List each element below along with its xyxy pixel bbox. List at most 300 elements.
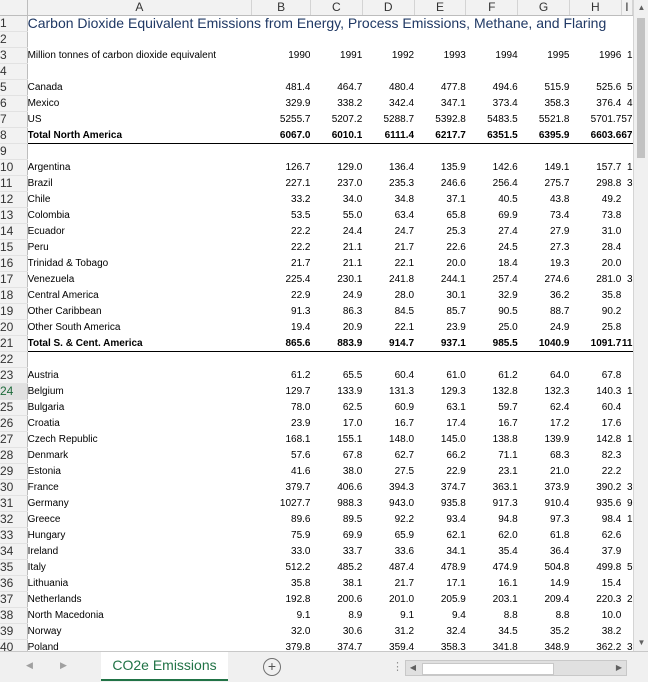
row-header[interactable]: 11 xyxy=(0,176,27,192)
value-cell[interactable]: 129.3 xyxy=(440,386,466,397)
value-cell[interactable]: 499.8 xyxy=(596,562,622,573)
value-cell[interactable]: 28.4 xyxy=(601,242,622,253)
value-cell[interactable]: 21.7 xyxy=(394,578,415,589)
row-header[interactable]: 22 xyxy=(0,352,27,368)
value-cell[interactable]: 9 xyxy=(626,498,633,509)
value-cell[interactable]: 38.1 xyxy=(342,578,363,589)
value-cell[interactable]: 91.3 xyxy=(291,306,311,317)
row-header[interactable]: 16 xyxy=(0,256,27,272)
horizontal-scrollbar[interactable] xyxy=(405,660,627,676)
caret-right-icon[interactable]: ▶ xyxy=(615,663,623,672)
value-cell[interactable]: 376.4 xyxy=(596,98,622,109)
value-cell[interactable]: 374.7 xyxy=(337,642,363,651)
row-header[interactable]: 13 xyxy=(0,208,27,224)
country-cell[interactable]: France xyxy=(27,482,59,493)
value-cell[interactable]: 917.3 xyxy=(492,498,518,509)
value-cell[interactable]: 62.5 xyxy=(342,402,363,413)
value-cell[interactable]: 24.9 xyxy=(550,322,570,333)
value-cell[interactable]: 16.1 xyxy=(498,578,518,589)
value-cell[interactable]: 23.1 xyxy=(498,466,518,477)
value-cell[interactable]: 358.3 xyxy=(544,98,570,109)
value-cell[interactable] xyxy=(621,608,632,624)
value-cell[interactable] xyxy=(621,240,632,256)
value-cell[interactable]: 62.4 xyxy=(550,402,570,413)
value-cell[interactable]: 19.4 xyxy=(291,322,311,333)
row-header[interactable]: 3 xyxy=(0,48,27,64)
country-cell[interactable]: North Macedonia xyxy=(27,610,104,621)
value-cell[interactable]: 9.4 xyxy=(451,610,466,621)
value-cell[interactable] xyxy=(621,320,632,336)
row-header[interactable]: 6 xyxy=(0,96,27,112)
value-cell[interactable]: 2 xyxy=(626,594,633,605)
value-cell[interactable]: 24.5 xyxy=(498,242,518,253)
value-cell[interactable]: 25.8 xyxy=(601,322,622,333)
value-cell[interactable]: 6111.4 xyxy=(362,128,414,144)
value-cell[interactable]: 17.2 xyxy=(550,418,570,429)
value-cell[interactable] xyxy=(621,464,632,480)
value-cell[interactable]: 494.6 xyxy=(492,82,518,93)
value-cell[interactable]: 67.8 xyxy=(601,370,622,381)
value-cell[interactable]: 92.2 xyxy=(394,514,415,525)
value-cell[interactable]: 34.8 xyxy=(394,194,415,205)
value-cell[interactable]: 21.1 xyxy=(342,242,363,253)
row-header[interactable]: 20 xyxy=(0,320,27,336)
value-cell[interactable]: 487.4 xyxy=(389,562,415,573)
value-cell[interactable]: 5701.7 xyxy=(590,114,622,125)
value-cell[interactable]: 62.7 xyxy=(394,450,415,461)
value-cell[interactable]: 237.0 xyxy=(337,178,363,189)
value-cell[interactable]: 82.3 xyxy=(601,450,622,461)
value-cell[interactable]: 30.1 xyxy=(446,290,466,301)
value-cell[interactable]: 937.1 xyxy=(414,336,466,352)
value-cell[interactable]: 406.6 xyxy=(337,482,363,493)
value-cell[interactable]: 341.8 xyxy=(492,642,518,651)
value-cell[interactable]: 22.1 xyxy=(394,322,415,333)
value-cell[interactable]: 1 xyxy=(626,434,633,445)
value-cell[interactable]: 883.9 xyxy=(310,336,362,352)
value-cell[interactable]: 57 xyxy=(621,114,633,125)
chevron-left-icon[interactable]: ◀ xyxy=(26,660,33,670)
value-cell[interactable]: 22.6 xyxy=(446,242,466,253)
value-cell[interactable]: 33.7 xyxy=(342,546,363,557)
column-header[interactable]: F xyxy=(466,0,518,16)
year-header-cell[interactable]: 1991 xyxy=(340,50,363,61)
value-cell[interactable]: 40.5 xyxy=(498,194,518,205)
value-cell[interactable]: 6217.7 xyxy=(414,128,466,144)
value-cell[interactable]: 41.6 xyxy=(291,466,311,477)
value-cell[interactable]: 32.0 xyxy=(291,626,311,637)
value-cell[interactable]: 241.8 xyxy=(389,274,415,285)
value-cell[interactable]: 281.0 xyxy=(596,274,622,285)
year-header-cell[interactable]: 1992 xyxy=(391,50,415,61)
column-header[interactable]: H xyxy=(569,0,621,16)
value-cell[interactable]: 244.1 xyxy=(440,274,466,285)
row-header[interactable]: 4 xyxy=(0,64,27,80)
value-cell[interactable]: 69.9 xyxy=(498,210,518,221)
value-cell[interactable]: 66.2 xyxy=(446,450,466,461)
value-cell[interactable]: 11 xyxy=(621,336,632,352)
value-cell[interactable]: 985.5 xyxy=(466,336,518,352)
row-header[interactable]: 25 xyxy=(0,400,27,416)
value-cell[interactable]: 480.4 xyxy=(389,82,415,93)
caret-up-icon[interactable]: ▲ xyxy=(637,3,646,12)
value-cell[interactable]: 33.2 xyxy=(291,194,311,205)
value-cell[interactable]: 9.1 xyxy=(400,610,415,621)
chevron-right-icon[interactable]: ▶ xyxy=(60,660,67,670)
value-cell[interactable]: 1027.7 xyxy=(279,498,311,509)
sheet-title-cell[interactable]: Carbon Dioxide Equivalent Emissions from Energy, Process Emissions, Methane, and Flaring xyxy=(27,15,607,32)
value-cell[interactable]: 139.9 xyxy=(544,434,570,445)
value-cell[interactable]: 6395.9 xyxy=(518,128,570,144)
value-cell[interactable]: 138.8 xyxy=(492,434,518,445)
value-cell[interactable] xyxy=(621,224,632,240)
value-cell[interactable]: 30.6 xyxy=(342,626,363,637)
country-cell[interactable]: Other Caribbean xyxy=(27,306,102,317)
row-header[interactable]: 30 xyxy=(0,480,27,496)
value-cell[interactable]: 5521.8 xyxy=(538,114,570,125)
value-cell[interactable]: 17.0 xyxy=(342,418,363,429)
country-cell[interactable]: Belgium xyxy=(27,386,64,397)
value-cell[interactable]: 8.8 xyxy=(503,610,518,621)
country-cell[interactable]: Netherlands xyxy=(27,594,82,605)
value-cell[interactable]: 60.4 xyxy=(394,370,415,381)
value-cell[interactable]: 21.1 xyxy=(342,258,363,269)
value-cell[interactable]: 157.7 xyxy=(596,162,622,173)
caret-down-icon[interactable]: ▼ xyxy=(637,638,646,647)
country-cell[interactable]: Lithuania xyxy=(27,578,69,589)
row-header[interactable]: 14 xyxy=(0,224,27,240)
value-cell[interactable]: 75.9 xyxy=(291,530,311,541)
year-header-cell[interactable]: 1 xyxy=(626,50,633,61)
total-label-cell[interactable]: Total S. & Cent. America xyxy=(27,336,252,352)
country-cell[interactable]: US xyxy=(27,114,42,125)
country-cell[interactable]: Venezuela xyxy=(27,274,75,285)
year-header-cell[interactable]: 1996 xyxy=(599,50,622,61)
row-header[interactable]: 15 xyxy=(0,240,27,256)
value-cell[interactable]: 200.6 xyxy=(337,594,363,605)
value-cell[interactable]: 362.2 xyxy=(596,642,622,651)
value-cell[interactable]: 373.4 xyxy=(492,98,518,109)
value-cell[interactable]: 126.7 xyxy=(285,162,311,173)
total-label-cell[interactable]: Total North America xyxy=(27,128,252,144)
value-cell[interactable]: 6010.1 xyxy=(310,128,362,144)
value-cell[interactable]: 37.1 xyxy=(446,194,466,205)
value-cell[interactable] xyxy=(621,288,632,304)
value-cell[interactable]: 35.8 xyxy=(601,290,622,301)
value-cell[interactable]: 24.9 xyxy=(342,290,363,301)
value-cell[interactable]: 89.5 xyxy=(342,514,363,525)
country-cell[interactable]: Trinidad & Tobago xyxy=(27,258,109,269)
value-cell[interactable]: 358.3 xyxy=(440,642,466,651)
value-cell[interactable]: 27.3 xyxy=(550,242,570,253)
row-header[interactable]: 27 xyxy=(0,432,27,448)
value-cell[interactable]: 78.0 xyxy=(291,402,311,413)
value-cell[interactable]: 142.6 xyxy=(492,162,518,173)
value-cell[interactable]: 274.6 xyxy=(544,274,570,285)
value-cell[interactable]: 15.4 xyxy=(601,578,622,589)
value-cell[interactable]: 24.4 xyxy=(342,226,363,237)
value-cell[interactable]: 88.7 xyxy=(550,306,570,317)
value-cell[interactable]: 525.6 xyxy=(596,82,622,93)
value-cell[interactable]: 21.7 xyxy=(291,258,311,269)
value-cell[interactable]: 943.0 xyxy=(389,498,415,509)
unit-label-cell[interactable]: Million tonnes of carbon dioxide equivalent xyxy=(27,50,217,61)
value-cell[interactable]: 69.9 xyxy=(342,530,363,541)
value-cell[interactable]: 131.3 xyxy=(389,386,415,397)
value-cell[interactable]: 6351.5 xyxy=(466,128,518,144)
value-cell[interactable]: 73.8 xyxy=(601,210,622,221)
row-header[interactable]: 32 xyxy=(0,512,27,528)
value-cell[interactable]: 61.2 xyxy=(291,370,311,381)
value-cell[interactable] xyxy=(621,576,632,592)
country-cell[interactable]: Brazil xyxy=(27,178,53,189)
row-header[interactable]: 40 xyxy=(0,640,27,652)
value-cell[interactable]: 203.1 xyxy=(492,594,518,605)
value-cell[interactable]: 504.8 xyxy=(544,562,570,573)
value-cell[interactable]: 68.3 xyxy=(550,450,570,461)
value-cell[interactable]: 257.4 xyxy=(492,274,518,285)
value-cell[interactable]: 910.4 xyxy=(544,498,570,509)
row-header[interactable]: 26 xyxy=(0,416,27,432)
value-cell[interactable]: 132.8 xyxy=(492,386,518,397)
scrollbar-thumb[interactable] xyxy=(422,663,554,675)
value-cell[interactable]: 6067.0 xyxy=(252,128,311,144)
country-cell[interactable]: Colombia xyxy=(27,210,70,221)
value-cell[interactable]: 515.9 xyxy=(544,82,570,93)
value-cell[interactable]: 20.0 xyxy=(446,258,466,269)
row-header[interactable]: 17 xyxy=(0,272,27,288)
value-cell[interactable]: 59.7 xyxy=(498,402,518,413)
country-cell[interactable]: Canada xyxy=(27,82,63,93)
column-header[interactable]: A xyxy=(27,0,252,16)
row-header[interactable]: 35 xyxy=(0,560,27,576)
value-cell[interactable]: 93.4 xyxy=(446,514,466,525)
row-header[interactable]: 10 xyxy=(0,160,27,176)
row-header[interactable]: 1 xyxy=(0,16,27,32)
country-cell[interactable]: Bulgaria xyxy=(27,402,65,413)
value-cell[interactable]: 145.0 xyxy=(440,434,466,445)
value-cell[interactable]: 373.9 xyxy=(544,482,570,493)
value-cell[interactable] xyxy=(621,400,632,416)
value-cell[interactable]: 63.1 xyxy=(446,402,466,413)
value-cell[interactable]: 8.8 xyxy=(555,610,570,621)
value-cell[interactable]: 363.1 xyxy=(492,482,518,493)
value-cell[interactable]: 57.6 xyxy=(291,450,311,461)
value-cell[interactable]: 478.9 xyxy=(440,562,466,573)
value-cell[interactable]: 61.0 xyxy=(446,370,466,381)
blank-row-cell[interactable] xyxy=(27,352,632,368)
row-header[interactable]: 28 xyxy=(0,448,27,464)
value-cell[interactable]: 33.6 xyxy=(394,546,415,557)
value-cell[interactable]: 256.4 xyxy=(492,178,518,189)
row-header[interactable]: 23 xyxy=(0,368,27,384)
value-cell[interactable]: 201.0 xyxy=(389,594,415,605)
value-cell[interactable]: 32.4 xyxy=(446,626,466,637)
value-cell[interactable] xyxy=(621,528,632,544)
row-header[interactable]: 33 xyxy=(0,528,27,544)
value-cell[interactable]: 22.2 xyxy=(291,226,311,237)
value-cell[interactable]: 3 xyxy=(626,178,633,189)
value-cell[interactable]: 60.4 xyxy=(601,402,622,413)
country-cell[interactable]: Chile xyxy=(27,194,51,205)
value-cell[interactable]: 477.8 xyxy=(440,82,466,93)
value-cell[interactable]: 155.1 xyxy=(337,434,363,445)
country-cell[interactable]: Greece xyxy=(27,514,61,525)
value-cell[interactable]: 205.9 xyxy=(440,594,466,605)
value-cell[interactable]: 225.4 xyxy=(285,274,311,285)
value-cell[interactable]: 485.2 xyxy=(337,562,363,573)
country-cell[interactable]: Argentina xyxy=(27,162,71,173)
country-cell[interactable]: Italy xyxy=(27,562,46,573)
row-header[interactable]: 12 xyxy=(0,192,27,208)
value-cell[interactable]: 230.1 xyxy=(337,274,363,285)
value-cell[interactable]: 22.9 xyxy=(446,466,466,477)
value-cell[interactable] xyxy=(621,208,632,224)
column-header[interactable]: B xyxy=(252,0,311,16)
row-header[interactable]: 2 xyxy=(0,32,27,48)
value-cell[interactable]: 53.5 xyxy=(291,210,311,221)
value-cell[interactable]: 347.1 xyxy=(440,98,466,109)
column-header[interactable]: G xyxy=(518,0,570,16)
blank-row-cell[interactable] xyxy=(27,64,632,80)
row-header[interactable]: 29 xyxy=(0,464,27,480)
value-cell[interactable]: 31.0 xyxy=(601,226,622,237)
country-cell[interactable]: Hungary xyxy=(27,530,66,541)
value-cell[interactable]: 22.2 xyxy=(291,242,311,253)
value-cell[interactable] xyxy=(621,416,632,432)
caret-left-icon[interactable]: ◀ xyxy=(409,663,417,672)
value-cell[interactable]: 35.4 xyxy=(498,546,518,557)
value-cell[interactable]: 33.0 xyxy=(291,546,311,557)
value-cell[interactable]: 38.0 xyxy=(342,466,363,477)
column-header[interactable]: E xyxy=(414,0,466,16)
value-cell[interactable]: 71.1 xyxy=(498,450,518,461)
value-cell[interactable]: 914.7 xyxy=(362,336,414,352)
value-cell[interactable]: 6603.6 xyxy=(569,128,621,144)
value-cell[interactable]: 390.2 xyxy=(596,482,622,493)
tab-splitter[interactable]: ⋮ xyxy=(392,661,403,673)
value-cell[interactable]: 73.4 xyxy=(550,210,570,221)
value-cell[interactable]: 35.2 xyxy=(550,626,570,637)
value-cell[interactable]: 129.0 xyxy=(337,162,363,173)
country-cell[interactable]: Ecuador xyxy=(27,226,65,237)
scrollbar-thumb[interactable] xyxy=(637,18,645,158)
value-cell[interactable]: 9.1 xyxy=(296,610,311,621)
value-cell[interactable]: 62.1 xyxy=(446,530,466,541)
country-cell[interactable]: Other South America xyxy=(27,322,121,333)
country-cell[interactable]: Norway xyxy=(27,626,62,637)
row-header[interactable]: 19 xyxy=(0,304,27,320)
value-cell[interactable]: 34.5 xyxy=(498,626,518,637)
value-cell[interactable]: 31.2 xyxy=(394,626,415,637)
value-cell[interactable]: 65.5 xyxy=(342,370,363,381)
row-header[interactable]: 9 xyxy=(0,144,27,160)
row-header[interactable]: 39 xyxy=(0,624,27,640)
row-header[interactable]: 5 xyxy=(0,80,27,96)
value-cell[interactable]: 49.2 xyxy=(601,194,622,205)
value-cell[interactable]: 132.3 xyxy=(544,386,570,397)
value-cell[interactable] xyxy=(621,624,632,640)
blank-row-cell[interactable] xyxy=(27,144,632,160)
country-cell[interactable]: Peru xyxy=(27,242,49,253)
value-cell[interactable]: 3 xyxy=(626,642,633,651)
year-header-cell[interactable]: 1995 xyxy=(547,50,570,61)
value-cell[interactable]: 935.6 xyxy=(596,498,622,509)
value-cell[interactable]: 61.2 xyxy=(498,370,518,381)
column-header[interactable]: I xyxy=(621,0,632,16)
value-cell[interactable]: 36.4 xyxy=(550,546,570,557)
vertical-scrollbar[interactable] xyxy=(633,0,648,651)
value-cell[interactable]: 935.8 xyxy=(440,498,466,509)
value-cell[interactable]: 474.9 xyxy=(492,562,518,573)
country-cell[interactable]: Mexico xyxy=(27,98,60,109)
value-cell[interactable]: 25.3 xyxy=(446,226,466,237)
year-header-cell[interactable]: 1990 xyxy=(288,50,311,61)
value-cell[interactable]: 1 xyxy=(626,162,633,173)
year-header-cell[interactable]: 1994 xyxy=(495,50,518,61)
value-cell[interactable]: 65.9 xyxy=(394,530,415,541)
value-cell[interactable]: 5255.7 xyxy=(279,114,311,125)
value-cell[interactable]: 21.7 xyxy=(394,242,415,253)
value-cell[interactable]: 65.8 xyxy=(446,210,466,221)
value-cell[interactable]: 90.5 xyxy=(498,306,518,317)
value-cell[interactable]: 20.9 xyxy=(342,322,363,333)
value-cell[interactable]: 16.7 xyxy=(394,418,415,429)
value-cell[interactable]: 32.9 xyxy=(498,290,518,301)
country-cell[interactable]: Denmark xyxy=(27,450,69,461)
country-cell[interactable]: Estonia xyxy=(27,466,61,477)
value-cell[interactable]: 142.8 xyxy=(596,434,622,445)
value-cell[interactable]: 988.3 xyxy=(337,498,363,509)
value-cell[interactable]: 23.9 xyxy=(446,322,466,333)
value-cell[interactable]: 62.6 xyxy=(601,530,622,541)
country-cell[interactable]: Czech Republic xyxy=(27,434,98,445)
value-cell[interactable]: 17.6 xyxy=(601,418,622,429)
value-cell[interactable]: 34.0 xyxy=(342,194,363,205)
value-cell[interactable]: 22.1 xyxy=(394,258,415,269)
value-cell[interactable]: 168.1 xyxy=(285,434,311,445)
value-cell[interactable]: 22.2 xyxy=(601,466,622,477)
value-cell[interactable] xyxy=(621,256,632,272)
value-cell[interactable]: 865.6 xyxy=(252,336,311,352)
value-cell[interactable]: 27.9 xyxy=(550,226,570,237)
value-cell[interactable]: 90.2 xyxy=(601,306,622,317)
value-cell[interactable]: 1 xyxy=(626,514,633,525)
country-cell[interactable]: Poland xyxy=(27,642,59,651)
value-cell[interactable]: 8.9 xyxy=(348,610,363,621)
value-cell[interactable]: 5483.5 xyxy=(487,114,518,125)
country-cell[interactable]: Croatia xyxy=(27,418,60,429)
value-cell[interactable]: 61.8 xyxy=(550,530,570,541)
value-cell[interactable]: 5288.7 xyxy=(383,114,415,125)
value-cell[interactable]: 3 xyxy=(626,482,633,493)
value-cell[interactable]: 275.7 xyxy=(544,178,570,189)
value-cell[interactable]: 348.9 xyxy=(544,642,570,651)
blank-row-cell[interactable] xyxy=(27,32,632,48)
value-cell[interactable]: 22.9 xyxy=(291,290,311,301)
value-cell[interactable]: 1091.7 xyxy=(569,336,621,352)
value-cell[interactable]: 21.0 xyxy=(550,466,570,477)
country-cell[interactable]: Austria xyxy=(27,370,59,381)
value-cell[interactable]: 379.7 xyxy=(285,482,311,493)
value-cell[interactable]: 14.9 xyxy=(550,578,570,589)
value-cell[interactable] xyxy=(621,304,632,320)
row-header[interactable]: 7 xyxy=(0,112,27,128)
country-cell[interactable]: Central America xyxy=(27,290,99,301)
row-header[interactable]: 21 xyxy=(0,336,27,352)
value-cell[interactable]: 85.7 xyxy=(446,306,466,317)
value-cell[interactable]: 24.7 xyxy=(394,226,415,237)
